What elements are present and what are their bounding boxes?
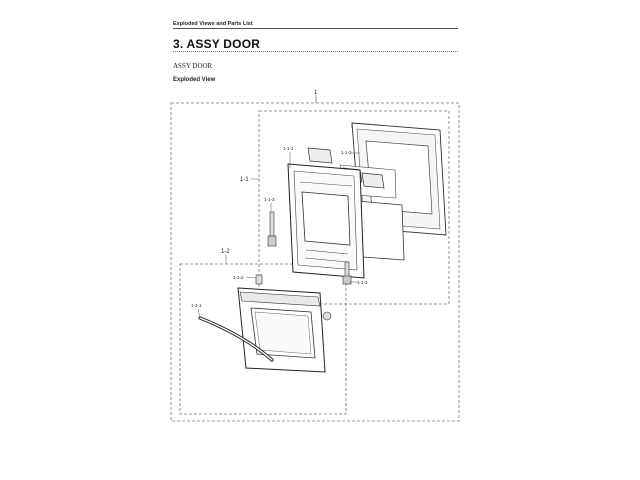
callout-outer-2: 1-2-2 [233,275,244,280]
callout-leader-outer-1 [198,309,200,318]
callout-inner-3b: 1-1-3 [357,280,368,285]
section-title: 3. ASSY DOOR [173,37,261,51]
inner-door-panel [288,164,364,278]
page-header-title: Exploded Views and Parts List [173,21,253,27]
callout-outer-assy: 1-2 [221,249,230,255]
callout-outer-1: 1-2-1 [191,303,202,308]
callout-inner-2: 1-1-2 [341,150,352,155]
callout-leader-outer-2 [246,277,256,278]
trim-cap-left [256,275,262,284]
callout-inner-3: 1-1-3 [264,197,275,202]
callout-inner-1: 1-1-1 [283,146,294,151]
section-subtitle: ASSY DOOR [173,62,213,70]
exploded-view-title: Exploded View [173,77,216,83]
door-hinge-left [268,212,276,246]
trim-cap-right [323,312,331,320]
outer-door-panel [238,288,325,372]
callout-root: 1 [314,90,318,96]
callout-inner-assy: 1-1 [240,177,249,183]
